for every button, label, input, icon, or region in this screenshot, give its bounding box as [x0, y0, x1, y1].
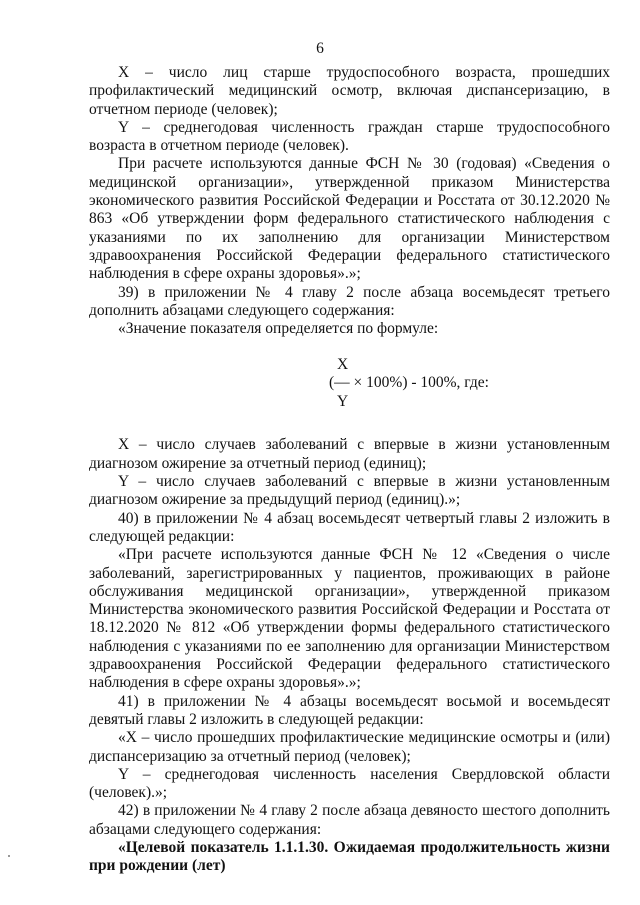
formula-denominator: Y — [337, 393, 349, 411]
paragraph-y-definition-population: Y – среднегодовая численность населения Свердловской области (человек).»; — [89, 765, 610, 802]
paragraph-item-39: 39) в приложении № 4 главу 2 после абзаца восемьдесят третьего дополнить абзацами следующего содержания: — [89, 283, 610, 319]
paragraph-x-definition-elderly: X – число лиц старше трудоспособного возраста, прошедших профилактический медицинский осмотр, включая диспансеризацию, в отчетном периоде (человек); — [89, 64, 610, 118]
document-body — [89, 64, 610, 876]
paragraph-x-definition-obesity: X – число случаев заболеваний с впервые в жизни установленным диагнозом ожирение за отчетный период (единиц); — [89, 436, 610, 472]
scan-speck — [8, 855, 10, 857]
paragraph-formula-intro: «Значение показателя определяется по формуле: — [118, 320, 439, 338]
paragraph-item-41: 41) в приложении № 4 абзацы восемьдесят восьмой и восемьдесят девятый главы 2 изложить в следующей редакции: — [89, 692, 610, 728]
paragraph-y-definition-obesity: Y – число случаев заболеваний с впервые в жизни установленным диагнозом ожирение за предыдущий период (единиц).»; — [89, 473, 610, 509]
paragraph-fsn30-source: При расчете используются данные ФСН № 30 (годовая) «Сведения о медицинской организации», утвержденной приказом Министерства экономического развития Российской Федерации и Росстата от 30.12.2020 № 863 «Об утверждении форм федерального статистического наблюдения с указаниями по их заполнению для организации Министерством здравоохранения Российской Федерации федерального статистического наблюдения в сфере охраны здоровья».»; — [89, 155, 610, 283]
page-number: 6 — [316, 40, 324, 57]
formula-expression: (— × 100%) - 100%, где: — [329, 374, 489, 392]
paragraph-y-definition-elderly: Y – среднегодовая численность граждан старше трудоспособного возраста в отчетном периоде (человек). — [89, 118, 610, 155]
formula-block — [89, 356, 610, 414]
paragraph-item-40: 40) в приложении № 4 абзац восемьдесят четвертый главы 2 изложить в следующей редакции: — [89, 509, 610, 545]
heading-target-indicator: «Целевой показатель 1.1.1.30. Ожидаемая продолжительность жизни при рождении (лет) — [89, 838, 610, 875]
paragraph-x-definition-checkups: «X – число прошедших профилактические медицинские осмотры и (или) диспансеризацию за отчетный период (человек); — [89, 729, 610, 765]
formula-numerator: X — [337, 356, 349, 374]
paragraph-fsn12-source: «При расчете используются данные ФСН № 12 «Сведения о числе заболеваний, зарегистрированных у пациентов, проживающих в районе обслуживания медицинской организации», утвержденной приказом Министерства экономического развития Российской Федерации и Росстата от 18.12.2020 № 812 «Об утверждении формы федерального статистического наблюдения с указаниями по ее заполнению для организации Министерством здравоохранения Российской Федерации федерального статистического наблюдения в сфере охраны здоровья».»; — [89, 546, 610, 692]
paragraph-item-42: 42) в приложении № 4 главу 2 после абзаца девяносто шестого дополнить абзацами следующего содержания: — [89, 802, 610, 838]
